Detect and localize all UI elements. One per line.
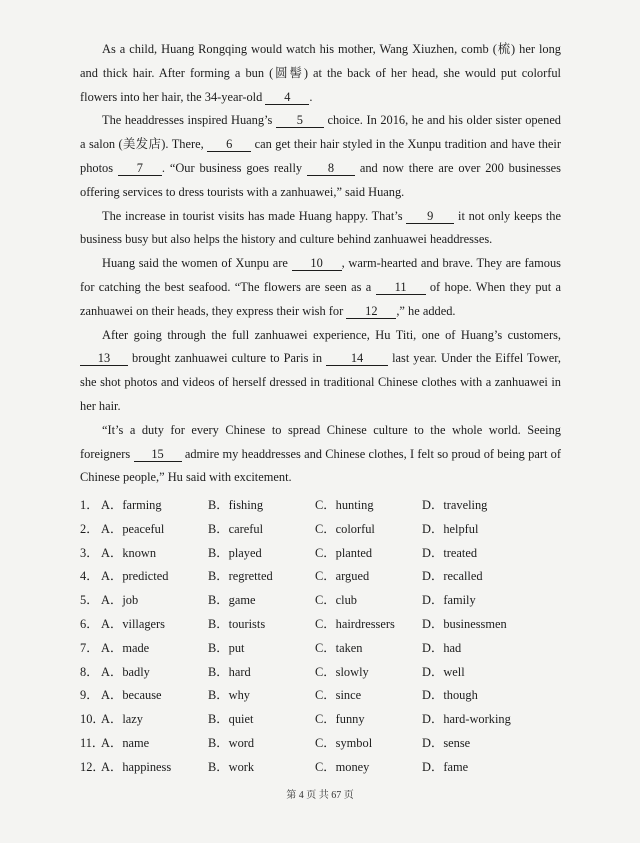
- option-b[interactable]: B．put: [208, 640, 245, 655]
- option-row: [80, 589, 570, 613]
- option-d[interactable]: D．sense: [422, 735, 471, 750]
- blank-10[interactable]: 10: [292, 256, 342, 271]
- option-b[interactable]: B．game: [208, 593, 256, 608]
- passage-text: Huang said the women of Xunpu are: [102, 256, 292, 271]
- option-a[interactable]: A．lazy: [101, 712, 143, 727]
- option-d[interactable]: D．treated: [422, 545, 478, 560]
- option-d[interactable]: D．though: [422, 688, 478, 703]
- option-d[interactable]: D．traveling: [422, 498, 488, 512]
- paragraph-6: [80, 419, 561, 490]
- passage-text: “It’s a duty for every Chinese to spread Chinese culture to the whole world. Seeing foreigners: [80, 422, 561, 461]
- option-d[interactable]: D．hard-working: [422, 712, 511, 727]
- option-c[interactable]: C．slowly: [315, 664, 369, 679]
- reading-passage: [80, 38, 561, 490]
- passage-text: . “Our business goes really: [161, 160, 307, 175]
- option-c[interactable]: C．argued: [315, 569, 370, 584]
- option-b[interactable]: B．careful: [208, 521, 264, 536]
- option-a[interactable]: A．farming: [101, 498, 162, 512]
- option-c[interactable]: C．hairdressers: [315, 616, 395, 631]
- option-c[interactable]: C．since: [315, 688, 362, 703]
- paragraph-2: [80, 109, 561, 204]
- option-b[interactable]: B．word: [208, 735, 255, 750]
- option-row: [80, 732, 570, 756]
- passage-text: and now there are over 200 businesses offering services to dress tourists with a zanhuawei,” said Huang.: [80, 160, 561, 199]
- blank-12[interactable]: 12: [346, 304, 396, 319]
- passage-text: The increase in tourist visits has made Huang happy. That’s: [102, 208, 407, 223]
- blank-9[interactable]: 9: [406, 209, 454, 224]
- blank-15[interactable]: 15: [134, 447, 182, 462]
- blank-11[interactable]: 11: [376, 280, 426, 295]
- paragraph-4: [80, 252, 561, 323]
- question-number: 11．: [80, 735, 105, 750]
- option-a[interactable]: A．because: [101, 688, 162, 703]
- passage-text: The headdresses inspired Huang’s: [102, 113, 276, 128]
- option-a[interactable]: A．predicted: [101, 569, 169, 584]
- question-number: 3．: [80, 545, 99, 560]
- question-number: 8．: [80, 664, 99, 679]
- option-a[interactable]: A．peaceful: [101, 521, 165, 536]
- option-c[interactable]: C．funny: [315, 712, 365, 727]
- option-b[interactable]: B．regretted: [208, 569, 273, 584]
- question-number: 12．: [80, 759, 105, 774]
- option-d[interactable]: D．family: [422, 593, 476, 608]
- option-row: [80, 637, 570, 661]
- option-c[interactable]: C．planted: [315, 545, 373, 560]
- option-row: [80, 613, 570, 637]
- option-b[interactable]: B．work: [208, 759, 255, 774]
- option-row: [80, 565, 570, 589]
- option-row: [80, 542, 570, 566]
- option-d[interactable]: D．had: [422, 640, 462, 655]
- option-b[interactable]: B．why: [208, 688, 250, 703]
- blank-14[interactable]: 14: [326, 351, 388, 366]
- option-c[interactable]: C．taken: [315, 640, 363, 655]
- question-number: 5．: [80, 593, 99, 608]
- question-number: 1．: [80, 498, 99, 512]
- blank-6[interactable]: 6: [207, 137, 251, 152]
- option-c[interactable]: C．symbol: [315, 735, 373, 750]
- option-row: [80, 518, 570, 542]
- option-row: [80, 756, 570, 780]
- passage-text: ,” he added.: [396, 303, 456, 318]
- passage-text: admire my headdresses and Chinese clothes, I felt so proud of being part of Chinese people,” Hu said with excitement.: [80, 446, 562, 485]
- question-number: 4．: [80, 569, 99, 584]
- option-c[interactable]: C．colorful: [315, 521, 375, 536]
- page-footer: 第 4 页 共 67 页: [286, 790, 354, 801]
- option-a[interactable]: A．happiness: [101, 759, 172, 774]
- passage-text: of hope. When they put a zanhuawei on their heads, they express their wish for: [80, 279, 561, 318]
- answer-options: [80, 494, 570, 780]
- passage-text: it not only keeps the business busy but also helps the history and culture behind zanhuawei headdresses.: [80, 208, 562, 247]
- option-a[interactable]: A．made: [101, 640, 150, 655]
- option-a[interactable]: A．villagers: [101, 616, 166, 631]
- option-a[interactable]: A．known: [101, 545, 157, 560]
- question-number: 7．: [80, 640, 99, 655]
- option-a[interactable]: A．job: [101, 593, 139, 608]
- blank-5[interactable]: 5: [276, 113, 324, 128]
- option-c[interactable]: C．hunting: [315, 498, 374, 512]
- blank-13[interactable]: 13: [80, 351, 128, 366]
- option-d[interactable]: D．recalled: [422, 569, 483, 584]
- blank-7[interactable]: 7: [118, 161, 162, 176]
- option-d[interactable]: D．businessmen: [422, 616, 507, 631]
- passage-text: choice. In 2016, he and his older sister opened a salon (美发店). There,: [80, 113, 562, 152]
- passage-text: can get their hair styled in the Xunpu tradition and have their photos: [80, 137, 561, 175]
- passage-text: brought zanhuawei culture to Paris in: [128, 351, 327, 366]
- question-number: 2．: [80, 521, 99, 536]
- passage-text: After going through the full zanhuawei experience, Hu Titi, one of Huang’s customers,: [102, 327, 561, 342]
- option-b[interactable]: B．tourists: [208, 616, 266, 631]
- option-row: [80, 494, 570, 518]
- paragraph-5: [80, 324, 561, 419]
- option-row: [80, 708, 570, 732]
- paragraph-1: [80, 38, 561, 109]
- option-d[interactable]: D．fame: [422, 759, 469, 774]
- question-number: 6．: [80, 616, 99, 631]
- paragraph-3: [80, 205, 561, 253]
- option-row: [80, 684, 570, 708]
- option-b[interactable]: B．quiet: [208, 712, 254, 727]
- question-number: 10．: [80, 712, 105, 727]
- blank-8[interactable]: 8: [307, 161, 355, 176]
- option-b[interactable]: B．played: [208, 545, 262, 560]
- passage-text: .: [309, 89, 313, 104]
- option-b[interactable]: B．hard: [208, 664, 251, 679]
- passage-text: , warm-hearted and brave. They are famous for catching the best seafood. “The flowers are seen as a: [80, 256, 561, 294]
- blank-4[interactable]: 4: [265, 90, 309, 105]
- option-d[interactable]: D．well: [422, 664, 465, 679]
- option-a[interactable]: A．name: [101, 735, 150, 750]
- passage-text: As a child, Huang Rongqing would watch his mother, Wang Xiuzhen, comb (梳) her long and thick hair. After forming a bun (圆髻) at the back of her head, she would put colorful flowers into her hair, the 34-year-old: [80, 42, 561, 104]
- passage-text: last year. Under the Eiffel Tower, she shot photos and videos of herself dressed in traditional Chinese clothes with a zanhuawei in her hair.: [80, 351, 561, 413]
- option-b[interactable]: B．fishing: [208, 498, 264, 512]
- option-a[interactable]: A．badly: [101, 664, 150, 679]
- option-c[interactable]: C．money: [315, 759, 370, 774]
- option-d[interactable]: D．helpful: [422, 521, 479, 536]
- question-number: 9．: [80, 688, 99, 703]
- option-row: [80, 661, 570, 685]
- option-c[interactable]: C．club: [315, 593, 357, 608]
